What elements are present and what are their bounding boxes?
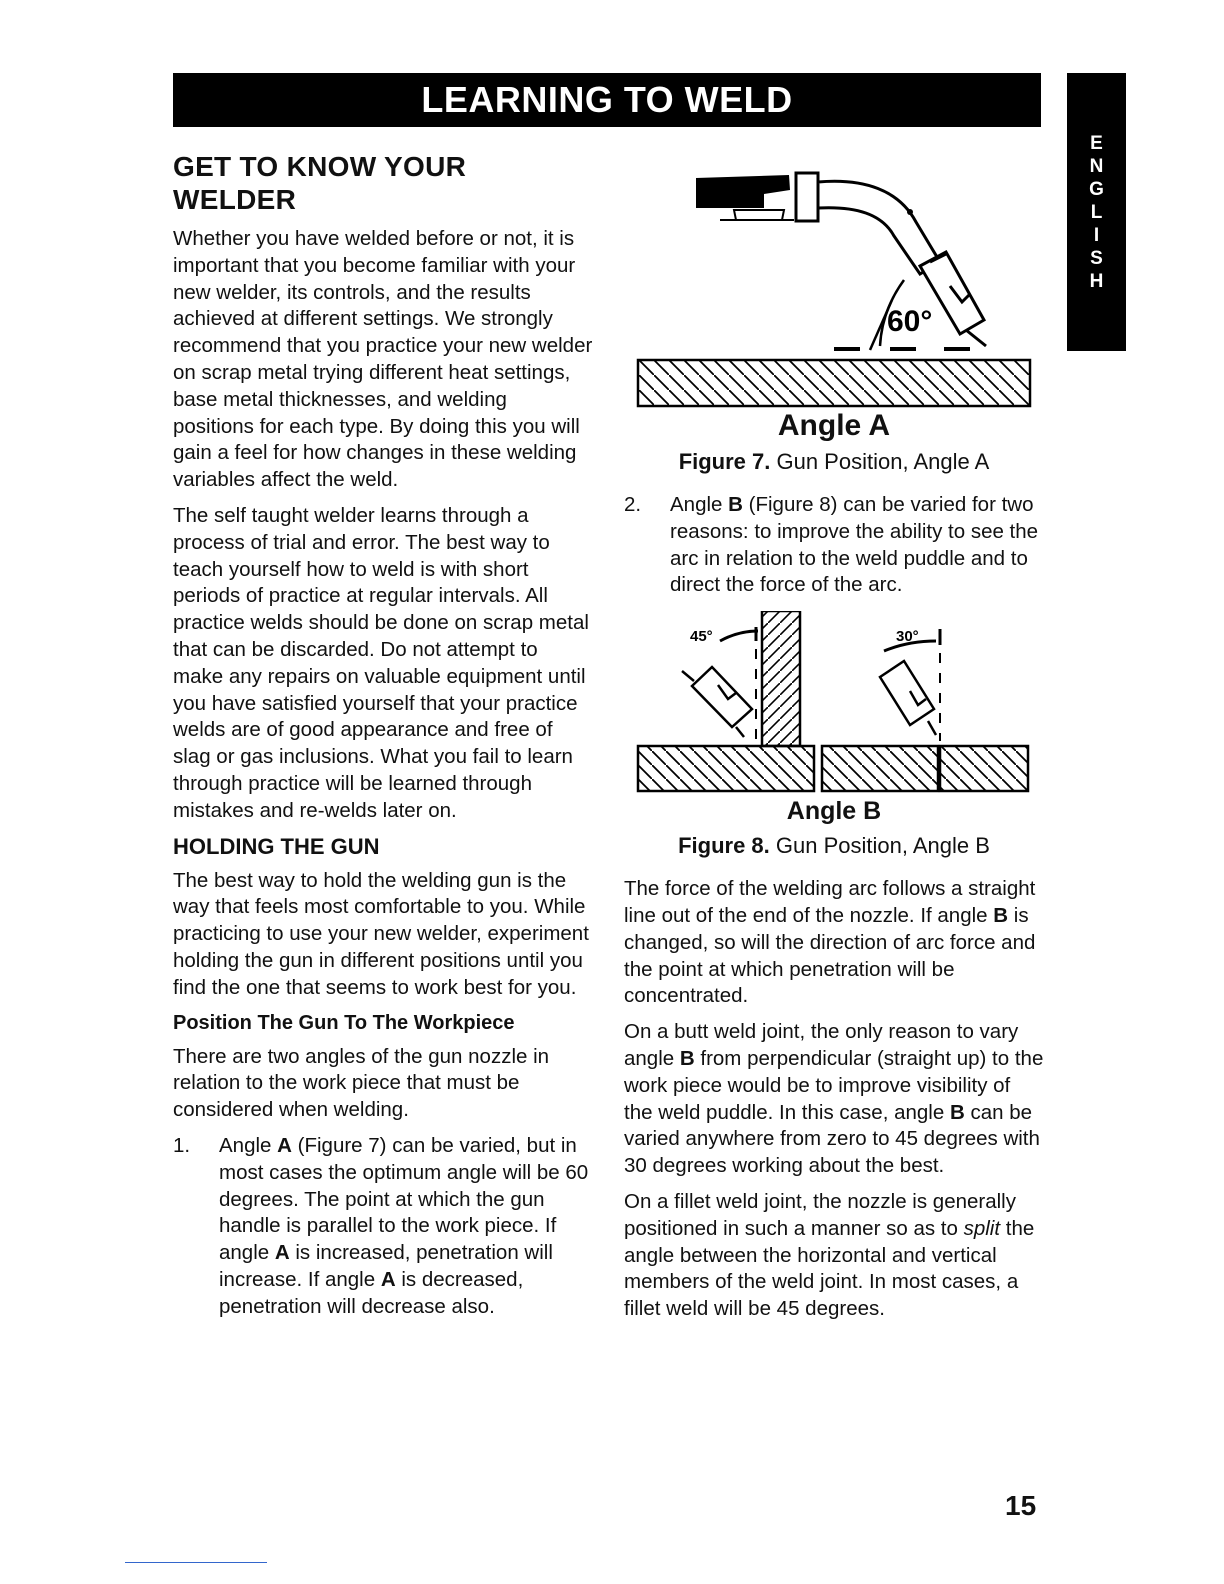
banner-title: LEARNING TO WELD xyxy=(421,79,793,120)
figure-8-title: Angle B xyxy=(786,797,882,826)
figure-8-illustration xyxy=(624,611,1044,796)
lang-letter: H xyxy=(1089,270,1104,292)
intro-paragraph: Whether you have welded before or not, it is important that you become familiar with your new welder, its controls, and the results achieved at different settings. We strongly recommend that you practice your new welder on scrap metal trying different heat settings, base metal thicknesses, and welding positions for each type. By doing this you will gain a feel for how changes in these welding variables affect the weld. xyxy=(173,227,593,492)
holding-gun-paragraph: The best way to hold the welding gun is the way that feels most comfortable to you. While practicing to use your new welder, experiment holding the gun in different positions until you find the one that seems to work best for you. xyxy=(173,868,589,999)
angles-intro-paragraph: There are two angles of the gun nozzle in relation to the work piece that must be considered when welding. xyxy=(173,1044,550,1122)
butt-weld-paragraph: On a butt weld joint, the only reason to vary angle B from perpendicular (straight up) to the work piece would be to improve visibility of the weld puddle. In this case, angle B can be varied anywhere from zero to 45 degrees with 30 degrees working about the best. xyxy=(624,1020,1044,1178)
language-tab xyxy=(1067,73,1126,351)
section-heading: GET TO KNOW YOUR WELDER xyxy=(173,151,467,215)
figure-7-illustration xyxy=(624,150,1044,410)
holding-gun-heading: HOLDING THE GUN xyxy=(173,833,380,859)
list-number: 1. xyxy=(173,1133,191,1157)
list-number: 2. xyxy=(624,493,642,516)
arc-force-paragraph: The force of the welding arc follows a straight line out of the end of the nozzle. If angle B is changed, so will the direction of arc force and the point at which penetration will be concentrated. xyxy=(624,877,1036,1008)
self-taught-paragraph: The self taught welder learns through a process of trial and error. The best way to teach yourself how to weld is with short periods of practice at regular intervals. All practice welds should be done on scrap metal that can be discarded. Do not attempt to make any repairs on valuable equipment until you have satisfied yourself that your practice welds are of good appearance and free of slag or gas inclusions. What you fail to learn through practice will be learned through mistakes and re-welds later on. xyxy=(173,503,589,822)
list-text: Angle A (Figure 7) can be varied, but in most cases the optimum angle will be 60 degrees. The point at which the gun handle is parallel to the work piece. If angle A is increased, penetration will increase. If angle A is decreased, penetration will decrease also. xyxy=(219,1133,589,1318)
right-column xyxy=(624,150,1044,1332)
page-number: 15 xyxy=(1005,1490,1037,1521)
lang-letter: N xyxy=(1089,155,1104,177)
angle-30-label: 30° xyxy=(896,628,919,646)
footer-rule xyxy=(125,1562,267,1563)
page-banner xyxy=(173,73,1041,127)
figure-7-title: Angle A xyxy=(777,409,891,442)
fillet-weld-paragraph: On a fillet weld joint, the nozzle is generally positioned in such a manner so as to split the angle between the horizontal and vertical members of the weld joint. In most cases, a fillet weld will be 45 degrees. xyxy=(624,1189,1035,1321)
lang-letter: L xyxy=(1090,201,1103,223)
figure-8-caption: Figure 8. Gun Position, Angle B xyxy=(678,833,990,859)
lang-letter: E xyxy=(1090,132,1103,154)
list-item-angle-a xyxy=(173,1133,593,1321)
angle-60-label: 60° xyxy=(887,305,933,338)
angle-45-label: 45° xyxy=(690,628,713,646)
lang-letter: S xyxy=(1090,247,1103,269)
position-gun-heading: Position The Gun To The Workpiece xyxy=(173,1011,515,1034)
figure-7-caption: Figure 7. Gun Position, Angle A xyxy=(678,449,990,474)
lang-letter: I xyxy=(1093,224,1100,246)
lang-letter: G xyxy=(1089,178,1104,200)
left-column xyxy=(173,150,593,1329)
list-text: Angle B (Figure 8) can be varied for two reasons: to improve the ability to see the arc in relation to the weld puddle and to direct the force of the arc. xyxy=(670,493,1039,597)
list-item-angle-b xyxy=(624,492,1044,599)
